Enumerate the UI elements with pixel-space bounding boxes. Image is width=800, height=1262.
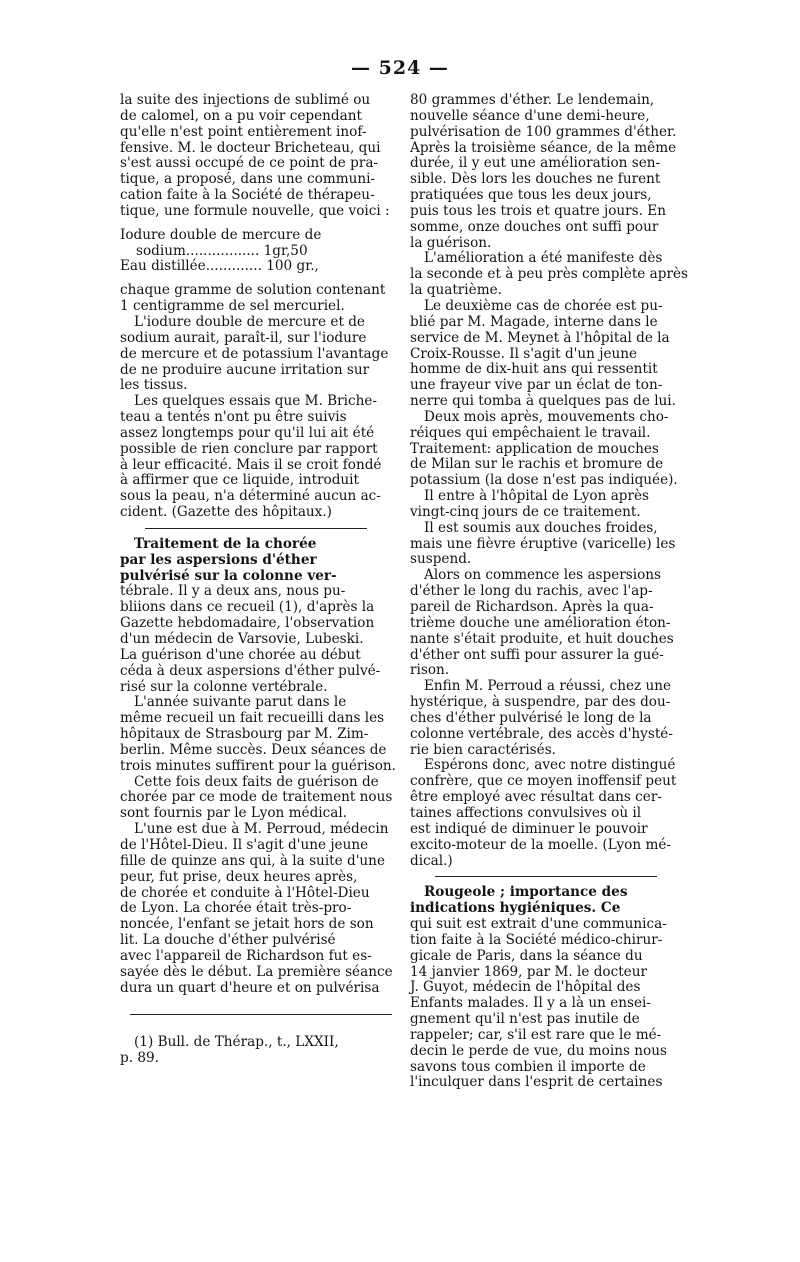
text-line: sont fournis par le Lyon médical. <box>120 805 348 822</box>
text-line: trième douche une amélioration éton- <box>410 614 671 631</box>
section-title-choree <box>120 537 392 600</box>
left-column <box>120 92 396 1067</box>
text-line: la suite des injections de sublimé ou <box>120 92 371 108</box>
section-title-line: indications hygiéniques. Ce <box>410 900 621 917</box>
text-line: d'éther ont suffi pour assurer la gué- <box>410 646 664 663</box>
text-line: J. Guyot, médecin de l'hôpital des <box>410 979 641 996</box>
text-line: somme, onze douches ont suffi pour <box>410 218 659 235</box>
text-line: 80 grammes d'éther. Le lendemain, <box>410 92 655 108</box>
text-line: mais une fièvre éruptive (varicelle) les <box>410 535 676 552</box>
footnote <box>120 1035 392 1067</box>
text-line: rie bien caractérisés. <box>410 741 556 758</box>
text-line: sayée dès le début. La première séance <box>120 963 393 980</box>
text-line: Gazette hebdomadaire, l'observation <box>120 615 375 632</box>
text-line: tion faite à la Société médico-chirur- <box>410 931 663 948</box>
text-line: taines affections convulsives où il <box>410 804 642 821</box>
text-line: céda à deux aspersions d'éther pulvé- <box>120 662 381 679</box>
text-line: hôpitaux de Strasbourg par M. Zim- <box>120 726 369 743</box>
text-line: cation faite à la Société de thérapeu- <box>120 187 375 204</box>
formula-line: sodium................. 1gr,50 <box>136 242 308 259</box>
text-line: pareil de Richardson. Après la qua- <box>410 599 654 615</box>
text-line: hystérique, à suspendre, par des dou- <box>410 694 671 711</box>
text-line: possible de rien conclure par rapport <box>120 440 378 457</box>
text-line: blié par M. Magade, interne dans le <box>410 313 658 330</box>
text-line: rappeler; car, s'il est rare que le mé- <box>410 1026 662 1043</box>
text-line: être employé avec résultat dans cer- <box>410 789 662 806</box>
text-line: de mercure et de potassium l'avantage <box>120 345 389 362</box>
footnote-line: p. 89. <box>120 1050 159 1067</box>
text-line: peur, fut prise, deux heures après, <box>120 868 358 885</box>
text-line: Deux mois après, mouvements cho- <box>424 408 669 425</box>
text-line: fille de quinze ans qui, à la suite d'une <box>120 852 385 869</box>
text-line: Alors on commence les aspersions <box>424 567 662 584</box>
text-line: nerre qui tomba à quelques pas de lui. <box>410 393 676 410</box>
text-line: savons tous combien il importe de <box>410 1058 646 1075</box>
text-line: de Lyon. La chorée était très-pro- <box>120 900 352 917</box>
section-title-rougeole <box>410 885 682 917</box>
text-line: la quatrième. <box>410 282 502 299</box>
formula-line: Eau distillée............. 100 gr., <box>120 258 319 275</box>
text-line: Cette fois deux faits de guérison de <box>134 773 379 790</box>
text-line: Espérons donc, avec notre distingué <box>424 757 676 774</box>
section-title-line: par les aspersions d'éther <box>120 551 317 568</box>
paragraph-choree <box>120 599 396 996</box>
paragraph-intro <box>120 93 392 220</box>
text-line: de ne produire aucune irritation sur <box>120 361 370 378</box>
text-line: teau a tentés n'ont pu être suivis <box>120 409 347 426</box>
text-line: suspend. <box>410 551 472 568</box>
text-line: puis tous les trois et quatre jours. En <box>410 202 666 219</box>
text-line: gnement qu'il n'est pas inutile de <box>410 1011 640 1028</box>
text-line: de chorée et conduite à l'Hôtel-Dieu <box>120 884 370 901</box>
text-line: 14 janvier 1869, par M. le docteur <box>410 963 647 980</box>
text-line: les tissus. <box>120 377 188 394</box>
text-line: homme de dix-huit ans qui ressentit <box>410 361 658 378</box>
text-line: une frayeur vive par un éclat de ton- <box>410 377 663 394</box>
text-line: 1 centigramme de sel mercuriel. <box>120 298 345 315</box>
text-line: qui suit est extrait d'une communica- <box>410 916 667 933</box>
text-line: de calomel, on a pu voir cependant <box>120 107 362 124</box>
text-line: noncée, l'enfant se jetait hors de son <box>120 916 374 933</box>
paragraph-iodure <box>120 283 392 521</box>
text-line: assez longtemps pour qu'il lui ait été <box>120 424 375 441</box>
text-line: L'amélioration a été manifeste dès <box>424 250 663 267</box>
text-line: durée, il y eut une amélioration sen- <box>410 155 661 172</box>
text-line: trois minutes suffirent pour la guérison. <box>120 757 396 774</box>
text-line: L'une est due à M. Perroud, médecin <box>134 821 389 838</box>
text-line: Après la troisième séance, de la même <box>410 139 677 156</box>
formula-line: Iodure double de mercure de <box>120 226 322 243</box>
text-line: colonne vertébrale, des accès d'hysté- <box>410 725 673 742</box>
text-line: pratiquées que tous les deux jours, <box>410 187 652 204</box>
formula <box>120 228 392 276</box>
text-line: Enfants malades. Il y a là un ensei- <box>410 995 651 1012</box>
text-line: lit. La douche d'éther pulvérisé <box>120 932 336 949</box>
text-line: Le deuxième cas de chorée est pu- <box>424 297 663 314</box>
text-line: à affirmer que ce liquide, introduit <box>120 472 359 489</box>
text-line: est indiqué de diminuer le pouvoir <box>410 820 648 837</box>
text-line: sible. Dès lors les douches ne furent <box>410 171 661 188</box>
text-line: d'éther le long du rachis, avec l'ap- <box>410 583 653 600</box>
text-line: la seconde et à peu près complète après <box>410 266 688 283</box>
text-line: d'un médecin de Varsovie, Lubeski. <box>120 631 364 647</box>
text-line: tique, une formule nouvelle, que voici : <box>120 202 390 219</box>
text-line: nante s'était produite, et huit douches <box>410 630 674 647</box>
footnote-divider <box>130 1014 392 1015</box>
text-line: fensive. M. le docteur Bricheteau, qui <box>120 139 381 156</box>
text-line: L'année suivante parut dans le <box>134 694 347 711</box>
paragraph-continuation <box>410 92 688 869</box>
text-line: decin le perde de vue, du moins nous <box>410 1042 667 1059</box>
text-line: même recueil un fait recueilli dans les <box>120 710 385 727</box>
text-line: ches d'éther pulvérisé le long de la <box>410 709 652 726</box>
right-column <box>410 92 688 1091</box>
section-title-line: Rougeole ; importance des <box>424 884 628 901</box>
text-line: Il entre à l'hôpital de Lyon après <box>424 488 650 505</box>
text-line: de Milan sur le rachis et bromure de <box>410 456 664 473</box>
text-line: s'est aussi occupé de ce point de pra- <box>120 155 379 172</box>
section-divider <box>145 528 367 529</box>
text-line: chaque gramme de solution contenant <box>120 282 386 299</box>
paragraph-rougeole <box>410 917 682 1091</box>
text-line: tique, a proposé, dans une communi- <box>120 171 376 188</box>
text-line: La guérison d'une chorée au début <box>120 646 361 663</box>
text-line: Les quelques essais que M. Briche- <box>134 393 377 410</box>
text-line: service de M. Meynet à l'hôpital de la <box>410 329 670 346</box>
text-line: dical.) <box>410 852 453 869</box>
text-line: potassium (la dose n'est pas indiquée). <box>410 472 678 489</box>
text-line: avec l'appareil de Richardson fut es- <box>120 947 372 964</box>
text-line: pulvérisation de 100 grammes d'éther. <box>410 123 677 140</box>
text-line: Croix-Rousse. Il s'agit d'un jeune <box>410 345 638 362</box>
text-line: Enfin M. Perroud a réussi, chez une <box>424 678 672 695</box>
text-line: nouvelle séance d'une demi-heure, <box>410 107 650 124</box>
text-line: rison. <box>410 662 450 679</box>
text-line: sodium aurait, paraît-il, sur l'iodure <box>120 329 367 346</box>
text-line: l'inculquer dans l'esprit de certaines <box>410 1074 663 1091</box>
section-title-line: tébrale. Il y a deux ans, nous pu- <box>120 583 346 600</box>
text-line: gicale de Paris, dans la séance du <box>410 947 643 964</box>
text-line: cident. (Gazette des hôpitaux.) <box>120 504 332 521</box>
footnote-line: (1) Bull. de Thérap., t., LXXII, <box>134 1034 339 1051</box>
section-divider <box>435 876 657 877</box>
text-line: confrère, que ce moyen inoffensif peut <box>410 773 677 790</box>
text-line: Il est soumis aux douches froides, <box>424 519 658 536</box>
text-line: dura un quart d'heure et on pulvérisa <box>120 979 380 996</box>
section-title-line: Traitement de la chorée <box>134 535 317 552</box>
section-title-line: pulvérisé sur la colonne ver- <box>120 567 337 584</box>
text-line: Traitement: application de mouches <box>410 440 659 457</box>
text-line: qu'elle n'est point entièrement inof- <box>120 123 367 140</box>
text-line: bliions dans ce recueil (1), d'après la <box>120 599 375 616</box>
text-line: excito-moteur de la moelle. (Lyon mé- <box>410 836 671 853</box>
page-number: — 524 — <box>351 57 449 79</box>
text-line: réiques qui empêchaient le travail. <box>410 424 651 441</box>
text-line: vingt-cinq jours de ce traitement. <box>410 503 641 520</box>
text-line: à leur efficacité. Mais il se croit fondé <box>120 456 382 473</box>
text-line: sous la peau, n'a déterminé aucun ac- <box>120 488 381 505</box>
text-line: chorée par ce mode de traitement nous <box>120 789 393 806</box>
text-line: de l'Hôtel-Dieu. Il s'agit d'une jeune <box>120 836 369 853</box>
text-line: berlin. Même succès. Deux séances de <box>120 741 387 758</box>
text-line: risé sur la colonne vertébrale. <box>120 678 328 695</box>
text-line: la guérison. <box>410 234 492 251</box>
text-line: L'iodure double de mercure et de <box>134 313 365 330</box>
